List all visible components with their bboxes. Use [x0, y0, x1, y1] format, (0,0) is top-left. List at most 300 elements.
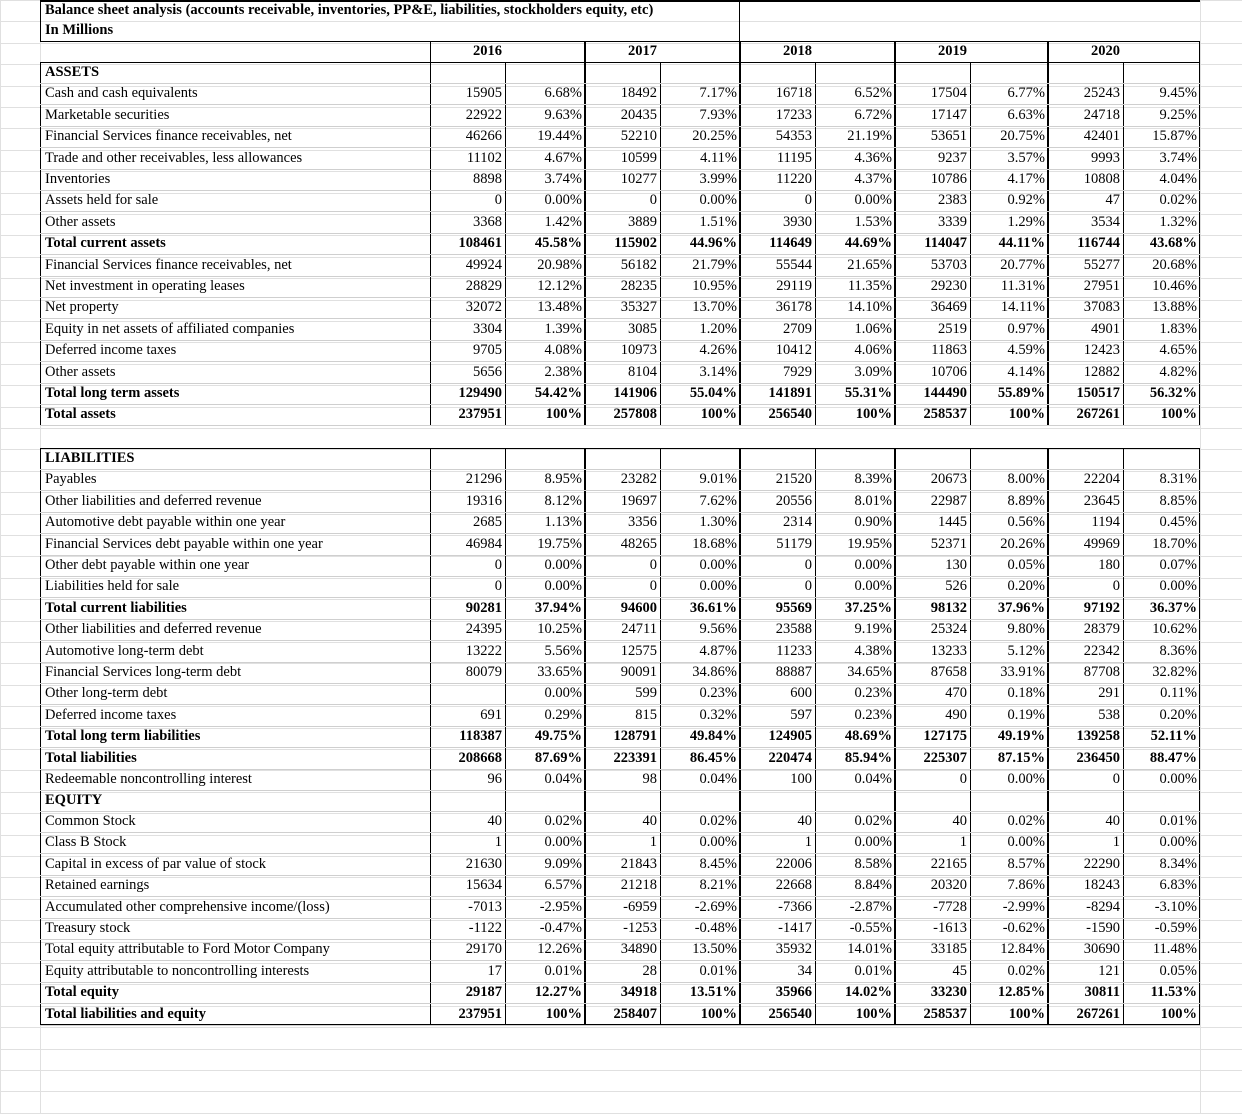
amount-cell: 10412	[775, 342, 812, 358]
percent-cell: 8.12%	[544, 493, 582, 509]
amount-cell: 36469	[930, 299, 967, 315]
amount-cell: 0	[1112, 771, 1120, 787]
row-label: Inventories	[45, 171, 111, 187]
amount-cell: 691	[480, 707, 502, 723]
percent-cell: 0.20%	[1159, 707, 1197, 723]
percent-cell: 3.74%	[1159, 150, 1197, 166]
amount-cell: 22165	[930, 856, 967, 872]
percent-cell: 9.56%	[699, 621, 737, 637]
percent-cell: 12.26%	[537, 941, 582, 957]
percent-cell: 4.08%	[544, 342, 582, 358]
row-label: Other debt payable within one year	[45, 557, 250, 573]
percent-cell: 1.20%	[699, 321, 737, 337]
amount-cell: 32072	[465, 299, 502, 315]
percent-cell: -2.87%	[849, 899, 892, 915]
year-header: 2016	[473, 43, 502, 59]
row-label: Other liabilities and deferred revenue	[45, 621, 262, 637]
percent-cell: 0.00%	[544, 557, 582, 573]
amount-cell: 46984	[465, 536, 502, 552]
amount-cell: 80079	[465, 664, 502, 680]
percent-cell: 0.01%	[699, 963, 737, 979]
amount-cell: 56182	[620, 257, 657, 273]
amount-cell: 2314	[783, 514, 812, 530]
amount-cell: 9705	[473, 342, 502, 358]
amount-cell: 40	[1105, 813, 1120, 829]
percent-cell: 0.00%	[699, 578, 737, 594]
amount-cell: 19697	[620, 493, 657, 509]
amount-cell: 4901	[1091, 321, 1120, 337]
amount-cell: 130	[945, 557, 967, 573]
amount-cell: 17233	[775, 107, 812, 123]
percent-cell: 1.30%	[699, 514, 737, 530]
amount-cell: 30690	[1083, 941, 1120, 957]
percent-cell: 8.39%	[854, 471, 892, 487]
amount-cell: 48265	[620, 536, 657, 552]
percent-cell: 14.01%	[847, 941, 892, 957]
amount-cell: 98132	[930, 600, 967, 616]
percent-cell: 49.19%	[997, 728, 1045, 744]
percent-cell: 43.68%	[1149, 235, 1197, 251]
amount-cell: -1613	[933, 920, 967, 936]
percent-cell: 0.29%	[544, 707, 582, 723]
percent-cell: 0.45%	[1159, 514, 1197, 530]
amount-cell: 220474	[768, 750, 812, 766]
amount-cell: -1253	[623, 920, 657, 936]
amount-cell: 97192	[1083, 600, 1120, 616]
amount-cell: 53651	[930, 128, 967, 144]
amount-cell: 2685	[473, 514, 502, 530]
percent-cell: 11.48%	[1152, 941, 1197, 957]
amount-cell: 25324	[930, 621, 967, 637]
percent-cell: 1.83%	[1159, 321, 1197, 337]
amount-cell: 16718	[775, 85, 812, 101]
percent-cell: 13.70%	[692, 299, 737, 315]
percent-cell: 0.00%	[544, 685, 582, 701]
amount-cell: 28235	[620, 278, 657, 294]
percent-cell: 49.84%	[689, 728, 737, 744]
amount-cell: 18243	[1083, 877, 1120, 893]
percent-cell: 44.11%	[998, 235, 1045, 251]
amount-cell: 35932	[775, 941, 812, 957]
percent-cell: 0.02%	[1159, 192, 1197, 208]
percent-cell: 0.00%	[699, 557, 737, 573]
percent-cell: 8.95%	[544, 471, 582, 487]
percent-cell: 8.31%	[1159, 471, 1197, 487]
amount-cell: 36178	[775, 299, 812, 315]
row-label: Accumulated other comprehensive income/(loss)	[45, 899, 330, 915]
percent-cell: -2.99%	[1002, 899, 1045, 915]
percent-cell: 4.82%	[1159, 364, 1197, 380]
percent-cell: 0.00%	[1159, 834, 1197, 850]
percent-cell: 3.99%	[699, 171, 737, 187]
amount-cell: 0	[494, 192, 502, 208]
amount-cell: 127175	[923, 728, 967, 744]
amount-cell: 34918	[620, 984, 657, 1000]
amount-cell: 24718	[1083, 107, 1120, 123]
row-label: Net investment in operating leases	[45, 278, 245, 294]
total-row-label: Total liabilities	[45, 750, 137, 766]
percent-cell: 6.63%	[1007, 107, 1045, 123]
amount-cell: 237951	[458, 406, 502, 422]
percent-cell: 12.12%	[537, 278, 582, 294]
amount-cell: 7929	[783, 364, 812, 380]
section-heading: ASSETS	[45, 64, 100, 80]
amount-cell: 28	[642, 963, 657, 979]
sheet-subtitle: In Millions	[45, 22, 114, 38]
percent-cell: 0.92%	[1007, 192, 1045, 208]
amount-cell: 88887	[775, 664, 812, 680]
amount-cell: 24395	[465, 621, 502, 637]
percent-cell: 55.89%	[997, 385, 1045, 401]
amount-cell: 9237	[938, 150, 967, 166]
grid-line-h	[0, 1049, 1242, 1050]
percent-cell: 48.69%	[844, 728, 892, 744]
percent-cell: 0.02%	[1007, 813, 1045, 829]
amount-cell: 257808	[613, 406, 657, 422]
amount-cell: 114649	[769, 235, 812, 251]
amount-cell: 599	[635, 685, 657, 701]
percent-cell: 55.31%	[844, 385, 892, 401]
amount-cell: 1	[959, 834, 967, 850]
percent-cell: 9.09%	[544, 856, 582, 872]
percent-cell: -0.59%	[1154, 920, 1197, 936]
percent-cell: 4.65%	[1159, 342, 1197, 358]
amount-cell: 33185	[930, 941, 967, 957]
total-row-label: Total long term assets	[45, 385, 180, 401]
amount-cell: 2383	[938, 192, 967, 208]
percent-cell: 1.32%	[1159, 214, 1197, 230]
percent-cell: 34.86%	[692, 664, 737, 680]
row-label: Financial Services long-term debt	[45, 664, 242, 680]
section-heading: EQUITY	[45, 792, 103, 808]
amount-cell: 49924	[465, 257, 502, 273]
row-label: Financial Services debt payable within one year	[45, 536, 323, 552]
percent-cell: 1.06%	[854, 321, 892, 337]
row-label: Class B Stock	[45, 834, 127, 850]
amount-cell: -1417	[778, 920, 812, 936]
percent-cell: 0.02%	[544, 813, 582, 829]
amount-cell: 141906	[613, 385, 657, 401]
percent-cell: 4.06%	[854, 342, 892, 358]
percent-cell: 0.05%	[1007, 557, 1045, 573]
amount-cell: 100	[790, 771, 812, 787]
amount-cell: 53703	[930, 257, 967, 273]
percent-cell: 8.89%	[1007, 493, 1045, 509]
percent-cell: 0.00%	[544, 578, 582, 594]
percent-cell: 0.00%	[854, 557, 892, 573]
amount-cell: 11220	[776, 171, 812, 187]
amount-cell: 23282	[620, 471, 657, 487]
amount-cell: 256540	[768, 406, 812, 422]
amount-cell: 90281	[465, 600, 502, 616]
percent-cell: 21.65%	[847, 257, 892, 273]
amount-cell: 21296	[465, 471, 502, 487]
amount-cell: 19316	[465, 493, 502, 509]
percent-cell: 0.23%	[699, 685, 737, 701]
amount-cell: 40	[487, 813, 502, 829]
percent-cell: -0.62%	[1002, 920, 1045, 936]
percent-cell: 4.37%	[854, 171, 892, 187]
percent-cell: 10.46%	[1152, 278, 1197, 294]
amount-cell: 23645	[1083, 493, 1120, 509]
amount-cell: 17504	[930, 85, 967, 101]
percent-cell: 100%	[855, 406, 892, 422]
amount-cell: 55277	[1083, 257, 1120, 273]
amount-cell: 35966	[775, 984, 812, 1000]
row-label: Total equity attributable to Ford Motor Company	[45, 941, 330, 957]
total-row-label: Total long term liabilities	[45, 728, 201, 744]
percent-cell: 4.11%	[700, 150, 737, 166]
percent-cell: 9.25%	[1159, 107, 1197, 123]
percent-cell: 86.45%	[689, 750, 737, 766]
amount-cell: 29170	[465, 941, 502, 957]
amount-cell: 22204	[1083, 471, 1120, 487]
percent-cell: 0.23%	[854, 707, 892, 723]
amount-cell: 538	[1098, 707, 1120, 723]
percent-cell: 1.29%	[1007, 214, 1045, 230]
percent-cell: 100%	[545, 1006, 582, 1022]
amount-cell: -7728	[933, 899, 967, 915]
amount-cell: 1445	[938, 514, 967, 530]
amount-cell: 237951	[458, 1006, 502, 1022]
percent-cell: 87.69%	[534, 750, 582, 766]
amount-cell: 0	[494, 578, 502, 594]
percent-cell: 0.18%	[1007, 685, 1045, 701]
percent-cell: 3.74%	[544, 171, 582, 187]
percent-cell: 0.00%	[699, 192, 737, 208]
percent-cell: 36.37%	[1149, 600, 1197, 616]
amount-cell: 98	[642, 771, 657, 787]
percent-cell: 0.02%	[1007, 963, 1045, 979]
amount-cell: 3304	[473, 321, 502, 337]
amount-cell: 37083	[1083, 299, 1120, 315]
percent-cell: 0.01%	[1159, 813, 1197, 829]
amount-cell: 258537	[923, 406, 967, 422]
row-label: Equity in net assets of affiliated companies	[45, 321, 295, 337]
amount-cell: 129490	[458, 385, 502, 401]
amount-cell: 258537	[923, 1006, 967, 1022]
row-label: Other long-term debt	[45, 685, 168, 701]
percent-cell: 4.36%	[854, 150, 892, 166]
row-label: Common Stock	[45, 813, 136, 829]
percent-cell: 52.11%	[1150, 728, 1197, 744]
grid-line-h	[0, 1091, 1242, 1092]
percent-cell: 13.51%	[689, 984, 737, 1000]
amount-cell: 22342	[1083, 643, 1120, 659]
percent-cell: 8.58%	[854, 856, 892, 872]
percent-cell: 88.47%	[1149, 750, 1197, 766]
amount-cell: -1122	[468, 920, 502, 936]
amount-cell: 34	[797, 963, 812, 979]
year-header: 2020	[1091, 43, 1120, 59]
amount-cell: 0	[804, 578, 812, 594]
percent-cell: 8.84%	[854, 877, 892, 893]
percent-cell: 0.20%	[1007, 578, 1045, 594]
amount-cell: 12882	[1083, 364, 1120, 380]
amount-cell: 3930	[783, 214, 812, 230]
percent-cell: 13.50%	[692, 941, 737, 957]
amount-cell: 2709	[783, 321, 812, 337]
percent-cell: -0.47%	[539, 920, 582, 936]
percent-cell: 0.00%	[1159, 771, 1197, 787]
percent-cell: 4.04%	[1159, 171, 1197, 187]
amount-cell: 28829	[465, 278, 502, 294]
amount-cell: 20320	[930, 877, 967, 893]
amount-cell: 1	[1112, 834, 1120, 850]
percent-cell: 37.96%	[997, 600, 1045, 616]
row-label: Redeemable noncontrolling interest	[45, 771, 252, 787]
percent-cell: -0.55%	[849, 920, 892, 936]
amount-cell: 18492	[620, 85, 657, 101]
amount-cell: 22290	[1083, 856, 1120, 872]
amount-cell: 5656	[473, 364, 502, 380]
amount-cell: 115902	[614, 235, 657, 251]
percent-cell: 0.04%	[699, 771, 737, 787]
amount-cell: 0	[804, 557, 812, 573]
amount-cell: 21520	[775, 471, 812, 487]
percent-cell: 87.15%	[997, 750, 1045, 766]
total-row-label: Total liabilities and equity	[45, 1006, 207, 1022]
amount-cell: 23588	[775, 621, 812, 637]
amount-cell: 90091	[620, 664, 657, 680]
amount-cell: 20556	[775, 493, 812, 509]
percent-cell: 10.62%	[1152, 621, 1197, 637]
percent-cell: 19.95%	[847, 536, 892, 552]
percent-cell: 0.00%	[699, 834, 737, 850]
percent-cell: 55.04%	[689, 385, 737, 401]
percent-cell: 4.59%	[1007, 342, 1045, 358]
sheet-title: Balance sheet analysis (accounts receivable, inventories, PP&E, liabilities, stockholders equity, etc)	[45, 2, 654, 18]
amount-cell: 12575	[620, 643, 657, 659]
section-value-box	[585, 0, 740, 2]
amount-cell: 17147	[930, 107, 967, 123]
amount-cell: 150517	[1076, 385, 1120, 401]
amount-cell: 52371	[930, 536, 967, 552]
amount-cell: 35327	[620, 299, 657, 315]
amount-cell: 47	[1105, 192, 1120, 208]
row-label: Marketable securities	[45, 107, 170, 123]
amount-cell: 3368	[473, 214, 502, 230]
percent-cell: 8.85%	[1159, 493, 1197, 509]
percent-cell: 8.45%	[699, 856, 737, 872]
percent-cell: 1.51%	[699, 214, 737, 230]
percent-cell: 100%	[1008, 1006, 1045, 1022]
percent-cell: 13.48%	[537, 299, 582, 315]
percent-cell: 100%	[700, 406, 737, 422]
amount-cell: 121	[1098, 963, 1120, 979]
amount-cell: 490	[945, 707, 967, 723]
percent-cell: 33.91%	[1000, 664, 1045, 680]
amount-cell: 128791	[613, 728, 657, 744]
percent-cell: 6.83%	[1159, 877, 1197, 893]
percent-cell: 3.57%	[1007, 150, 1045, 166]
percent-cell: 8.00%	[1007, 471, 1045, 487]
percent-cell: -0.48%	[694, 920, 737, 936]
amount-cell: 21843	[620, 856, 657, 872]
amount-cell: 87708	[1083, 664, 1120, 680]
amount-cell: 11195	[776, 150, 812, 166]
amount-cell: 13222	[465, 643, 502, 659]
year-header: 2018	[783, 43, 812, 59]
percent-cell: 100%	[855, 1006, 892, 1022]
percent-cell: 0.00%	[854, 192, 892, 208]
percent-cell: 0.00%	[1007, 771, 1045, 787]
percent-cell: 0.04%	[544, 771, 582, 787]
percent-cell: 6.72%	[854, 107, 892, 123]
percent-cell: 49.75%	[534, 728, 582, 744]
amount-cell: 0	[649, 192, 657, 208]
percent-cell: 5.12%	[1007, 643, 1045, 659]
percent-cell: 14.02%	[844, 984, 892, 1000]
amount-cell: 225307	[923, 750, 967, 766]
amount-cell: 0	[494, 557, 502, 573]
amount-cell: 223391	[613, 750, 657, 766]
percent-cell: 11.35%	[847, 278, 892, 294]
amount-cell: 10706	[930, 364, 967, 380]
amount-cell: 10808	[1083, 171, 1120, 187]
amount-cell: 11863	[931, 342, 967, 358]
amount-cell: 0	[959, 771, 967, 787]
percent-cell: 20.26%	[1000, 536, 1045, 552]
amount-cell: 526	[945, 578, 967, 594]
percent-cell: 8.36%	[1159, 643, 1197, 659]
section-value-box	[430, 0, 585, 2]
percent-cell: 19.44%	[537, 128, 582, 144]
percent-cell: 3.14%	[699, 364, 737, 380]
grid-line-h	[0, 1027, 1242, 1028]
percent-cell: 45.58%	[534, 235, 582, 251]
percent-cell: 8.21%	[699, 877, 737, 893]
percent-cell: 6.77%	[1007, 85, 1045, 101]
amount-cell: 8104	[628, 364, 657, 380]
section-label-box	[40, 0, 431, 2]
total-row-label: Total current liabilities	[45, 600, 187, 616]
amount-cell: 10599	[620, 150, 657, 166]
amount-cell: 3339	[938, 214, 967, 230]
amount-cell: 291	[1098, 685, 1120, 701]
amount-cell: 1	[804, 834, 812, 850]
percent-cell: 6.52%	[854, 85, 892, 101]
amount-cell: 144490	[923, 385, 967, 401]
row-label: Automotive long-term debt	[45, 643, 204, 659]
percent-cell: 33.65%	[537, 664, 582, 680]
percent-cell: 20.77%	[1000, 257, 1045, 273]
percent-cell: 0.00%	[854, 578, 892, 594]
percent-cell: 11.31%	[1000, 278, 1045, 294]
amount-cell: 141891	[768, 385, 812, 401]
amount-cell: 108461	[458, 235, 502, 251]
percent-cell: -3.10%	[1154, 899, 1197, 915]
amount-cell: 29119	[776, 278, 812, 294]
percent-cell: 14.11%	[1000, 299, 1045, 315]
amount-cell: 96	[487, 771, 502, 787]
row-label: Financial Services finance receivables, net	[45, 257, 292, 273]
amount-cell: 20673	[930, 471, 967, 487]
amount-cell: 1	[494, 834, 502, 850]
percent-cell: 6.57%	[544, 877, 582, 893]
percent-cell: 9.19%	[854, 621, 892, 637]
percent-cell: 7.62%	[699, 493, 737, 509]
row-label: Automotive debt payable within one year	[45, 514, 286, 530]
percent-cell: 20.68%	[1152, 257, 1197, 273]
percent-cell: 0.00%	[1159, 578, 1197, 594]
total-row-label: Total assets	[45, 406, 116, 422]
percent-cell: 0.90%	[854, 514, 892, 530]
amount-cell: 11102	[466, 150, 502, 166]
amount-cell: 22668	[775, 877, 812, 893]
percent-cell: 100%	[1160, 1006, 1197, 1022]
percent-cell: 4.26%	[699, 342, 737, 358]
